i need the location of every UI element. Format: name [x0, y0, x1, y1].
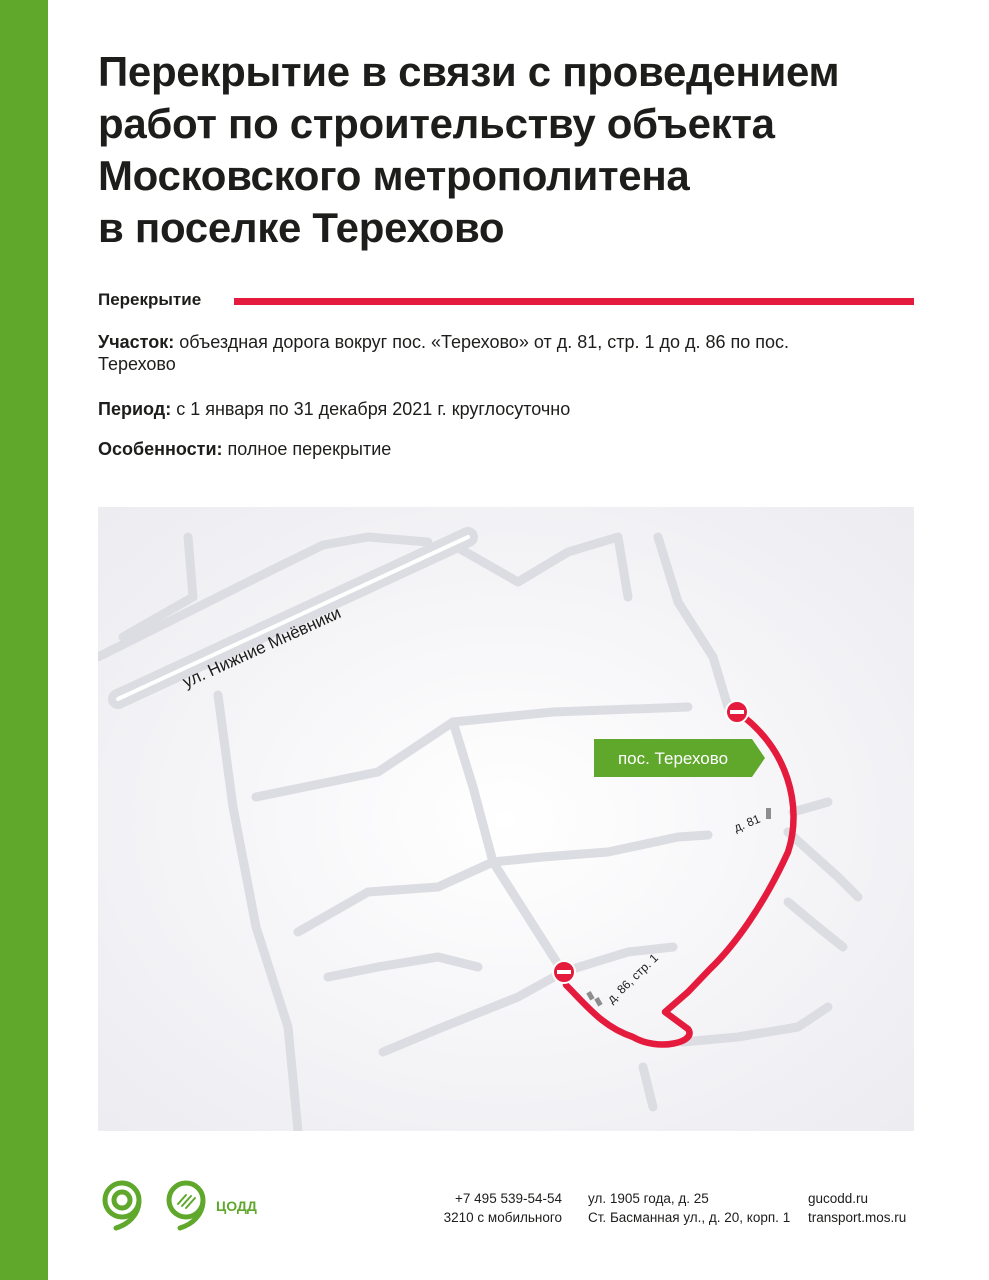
title-line-1: Перекрытие в связи с проведением — [98, 48, 840, 95]
footer-mobile: 3210 с мобильного — [443, 1210, 562, 1225]
footer-site-1[interactable]: gucodd.ru — [808, 1191, 869, 1206]
no-entry-icon-north — [726, 701, 748, 723]
section-info — [98, 331, 918, 375]
footer-address-2: Ст. Басманная ул., д. 20, корп. 1 — [588, 1210, 791, 1225]
codd-logo — [96, 1180, 286, 1232]
section-value-cont: Терехово — [98, 354, 176, 374]
features-info — [98, 438, 918, 460]
footer-phone: +7 495 539-54-54 — [455, 1191, 562, 1206]
footer-sites — [808, 1189, 906, 1227]
title-line-4: в поселке Терехово — [98, 204, 505, 251]
green-side-bar — [0, 0, 48, 1280]
features-label: Особенности: — [98, 439, 223, 459]
title-line-3: Московского метрополитена — [98, 152, 690, 199]
section-value: объездная дорога вокруг пос. «Терехово» от д. 81, стр. 1 до д. 86 по пос. — [179, 332, 790, 352]
closure-map — [98, 507, 914, 1131]
page-title — [98, 46, 938, 254]
house-81-label: д. 81 — [731, 811, 763, 835]
map-svg — [98, 507, 914, 1131]
settlement-label-box — [594, 739, 765, 777]
footer-site-2[interactable]: transport.mos.ru — [808, 1210, 907, 1225]
period-value: с 1 января по 31 декабря 2021 г. круглосуточно — [176, 399, 571, 419]
nine-icon-1 — [105, 1183, 139, 1228]
settlement-label: пос. Терехово — [617, 749, 729, 768]
closure-legend-line — [234, 298, 914, 305]
building-81-icon — [766, 808, 771, 819]
footer-addresses — [588, 1189, 790, 1227]
footer-phones — [440, 1189, 562, 1227]
codd-logo-text: ЦОДД — [216, 1198, 257, 1214]
title-line-2: работ по строительству объекта — [98, 100, 775, 147]
section-label: Участок: — [98, 332, 175, 352]
no-entry-icon-south — [553, 961, 575, 983]
street-label: ул. Нижние Мнёвники — [179, 603, 344, 692]
closure-legend-label: Перекрытие — [98, 290, 202, 309]
features-value: полное перекрытие — [227, 439, 392, 459]
closure-legend — [98, 288, 914, 314]
nine-icon-2 — [169, 1183, 203, 1228]
footer-address-1: ул. 1905 года, д. 25 — [588, 1191, 709, 1206]
period-info — [98, 398, 918, 420]
period-label: Период: — [98, 399, 172, 419]
house-86-label: д. 86, стр. 1 — [604, 950, 661, 1007]
